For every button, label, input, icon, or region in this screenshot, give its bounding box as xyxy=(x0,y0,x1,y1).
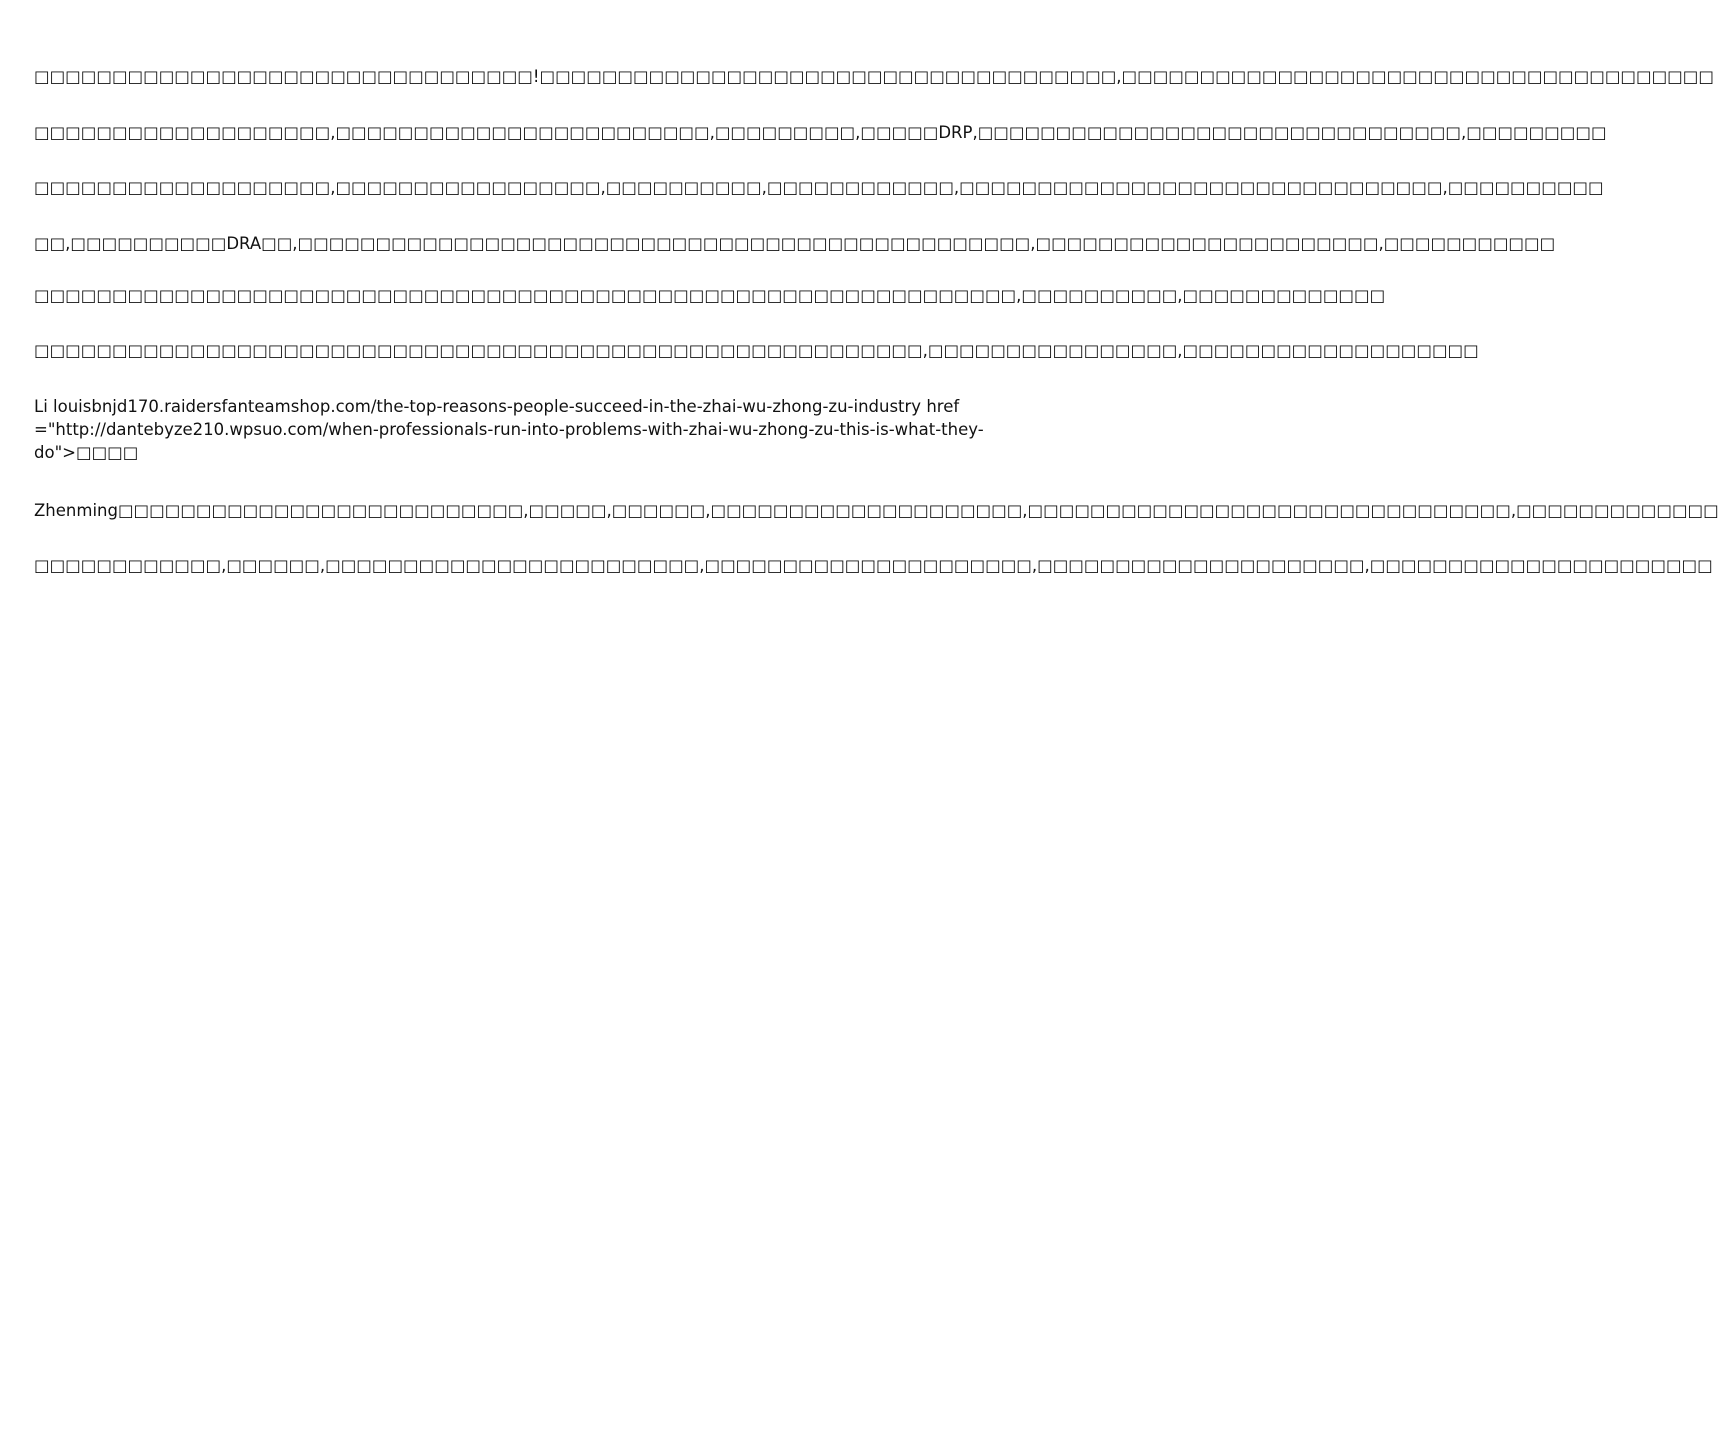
paragraph-2: □□□□□□□□□□□□□□□□□□□,□□□□□□□□□□□□□□□□□□□□□□□□,□□□□□□□□□,□□□□□DRP,□□□□□□□□□□□□□□□□□□□□□□□□□□□□□□□,□□□□□□□□□ xyxy=(34,123,1607,142)
paragraph-3: □□□□□□□□□□□□□□□□□□□,□□□□□□□□□□□□□□□□□,□□□□□□□□□□,□□□□□□□□□□□□,□□□□□□□□□□□□□□□□□□□□□□□□□□□□□□□,□□□□□□□□□□ xyxy=(34,178,1604,197)
paragraph-8: Zhenming□□□□□□□□□□□□□□□□□□□□□□□□□□,□□□□□,□□□□□□,□□□□□□□□□□□□□□□□□□□□,□□□□□□□□□□□□□□□□□□□□□□□□□□□□□□□,□□□□□□□□□□□□□ xyxy=(34,501,1719,520)
paragraph-7-link-text: Li louisbnjd170.raidersfanteamshop.com/the-top-reasons-people-succeed-in-the-zhai-wu-zhong-zu-industry href="http://dantebyze210.wpsuo.com/when-professionals-run-into-problems-with-zhai-wu-zhong-zu-this-is-what-they-do">□□□□ xyxy=(34,397,984,462)
paragraph-6: □□□□□□□□□□□□□□□□□□□□□□□□□□□□□□□□□□□□□□□□□□□□□□□□□□□□□□□□□,□□□□□□□□□□□□□□□□,□□□□□□□□□□□□□□□□□□□ xyxy=(34,341,1479,360)
paragraph-4: □□,□□□□□□□□□□DRA□□,□□□□□□□□□□□□□□□□□□□□□□□□□□□□□□□□□□□□□□□□□□□□□□□,□□□□□□□□□□□□□□□□□□□□□□,□□□□□□□□□□□ xyxy=(34,234,1556,253)
paragraph-5: □□□□□□□□□□□□□□□□□□□□□□□□□□□□□□□□□□□□□□□□□□□□□□□□□□□□□□□□□□□□□□□,□□□□□□□□□□,□□□□□□□□□□□□□ xyxy=(34,286,1386,305)
paragraph-1: □□□□□□□□□□□□□□□□□□□□□□□□□□□□□□□□!□□□□□□□□□□□□□□□□□□□□□□□□□□□□□□□□□□□□□,□□□□□□□□□□□□□□□□□□□□□□□□□□□□□□□□□□□□□□ xyxy=(34,67,1714,86)
paragraph-9: □□□□□□□□□□□□,□□□□□□,□□□□□□□□□□□□□□□□□□□□□□□□,□□□□□□□□□□□□□□□□□□□□□,□□□□□□□□□□□□□□□□□□□□□,□□□□□□□□□□□□□□□□□□□□□□ xyxy=(34,556,1713,575)
document-page xyxy=(34,0,1719,1449)
